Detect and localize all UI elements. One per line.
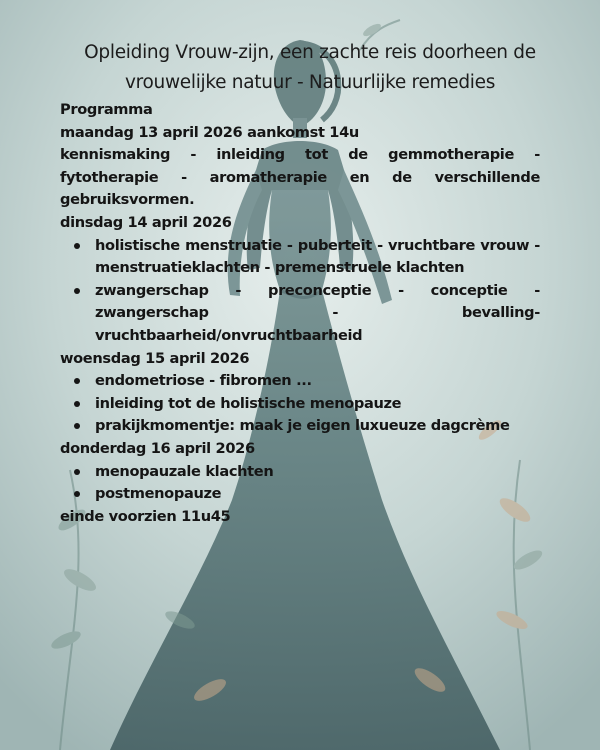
- intro-paragraph: kennismaking - inleiding tot de gemmotherapie - fytotherapie - aromatherapie en de verschillende gebruiksvormen.: [60, 146, 540, 209]
- end-line: einde voorzien 11u45: [60, 507, 231, 525]
- list-item: postmenopauze: [95, 483, 540, 506]
- list-item: zwangerschap - preconceptie - conceptie - zwangerschap - bevalling- vruchtbaarheid/onvruchtbaarheid: [95, 280, 540, 348]
- list-item: inleiding tot de holistische menopauze: [95, 393, 540, 416]
- program-body: [60, 99, 540, 528]
- day-list: [60, 370, 540, 438]
- list-item: endometriose - fibromen ...: [95, 370, 540, 393]
- bullet-icon: [74, 378, 80, 384]
- bullet-icon: [74, 288, 80, 294]
- bullet-icon: [74, 243, 80, 249]
- list-item: prakijkmomentje: maak je eigen luxueuze dagcrème: [95, 415, 540, 438]
- bullet-icon: [74, 401, 80, 407]
- day-list: [60, 461, 540, 506]
- bullet-icon: [74, 423, 80, 429]
- bullet-icon: [74, 469, 80, 475]
- day-heading: donderdag 16 april 2026: [60, 439, 255, 457]
- day-heading: woensdag 15 april 2026: [60, 349, 250, 367]
- bullet-icon: [74, 491, 80, 497]
- programma-heading: Programma: [60, 101, 153, 118]
- list-item: menopauzale klachten: [95, 461, 540, 484]
- day-list: [60, 235, 540, 348]
- arrival-line: maandag 13 april 2026 aankomst 14u: [60, 123, 359, 141]
- document-title: Opleiding Vrouw-zijn, een zachte reis doorheen de vrouwelijke natuur - Natuurlijke remedies: [84, 42, 536, 93]
- list-item: holistische menstruatie - puberteit - vruchtbare vrouw - menstruatieklachten - premenstruele klachten: [95, 235, 540, 280]
- day-heading: dinsdag 14 april 2026: [60, 213, 232, 231]
